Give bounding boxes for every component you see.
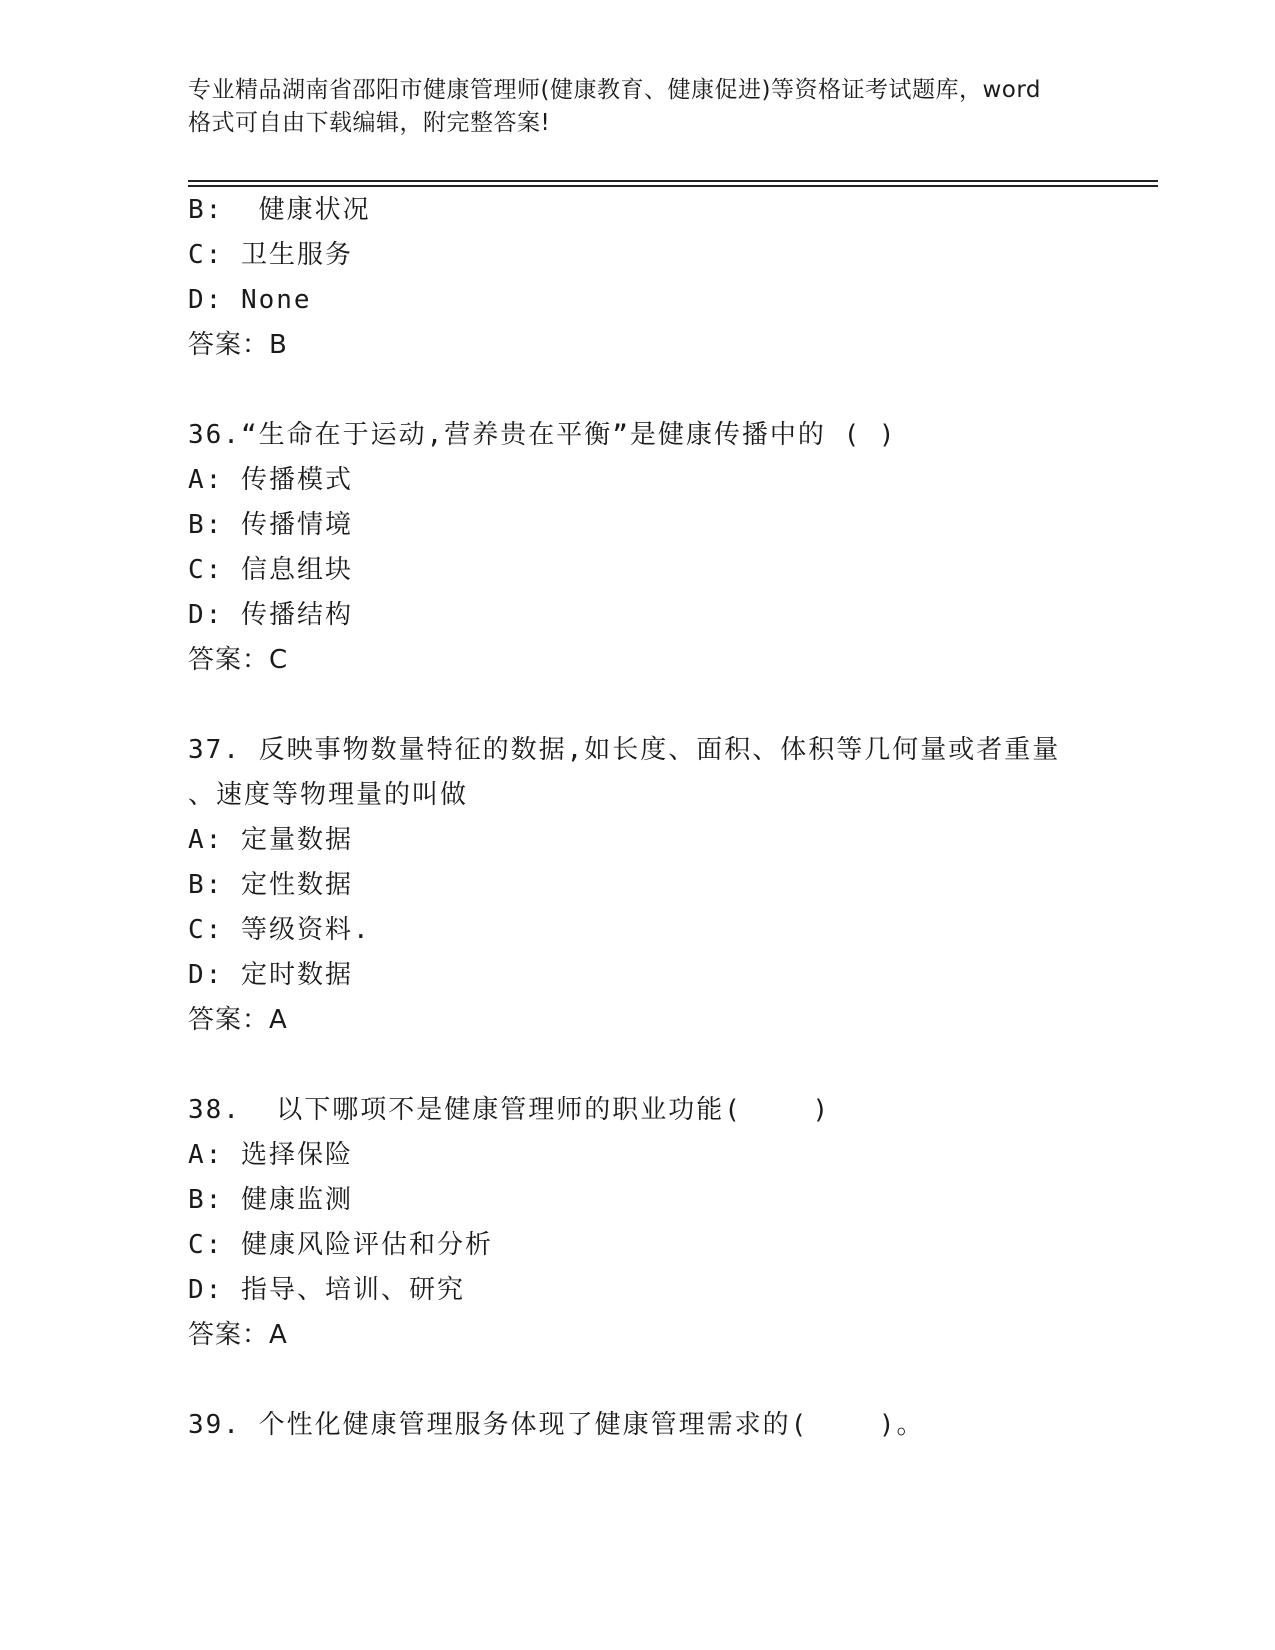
q38-option-d: D: 指导、培训、研究 — [188, 1275, 465, 1305]
q37-option-c: C: 等级资料. — [188, 915, 371, 945]
header-line-2: 格式可自由下载编辑，附完整答案! — [188, 110, 551, 136]
q35-option-b: B: 健康状况 — [188, 195, 371, 225]
q36-option-c: C: 信息组块 — [188, 555, 353, 585]
q37-stem-line-2: 、速度等物理量的叫做 — [188, 780, 469, 810]
q36-option-d: D: 传播结构 — [188, 600, 353, 630]
q36-option-b: B: 传播情境 — [188, 510, 353, 540]
q37-option-a: A: 定量数据 — [188, 825, 353, 855]
q35-option-c: C: 卫生服务 — [188, 240, 353, 270]
q37-answer: 答案：A — [188, 1005, 288, 1035]
q38-option-b: B: 健康监测 — [188, 1185, 353, 1215]
q38-answer: 答案：A — [188, 1320, 288, 1350]
document-header — [188, 74, 1098, 140]
q35-answer: 答案：B — [188, 330, 288, 360]
q37-option-b: B: 定性数据 — [188, 870, 353, 900]
q38-option-a: A: 选择保险 — [188, 1140, 353, 1170]
header-rule-top — [188, 180, 1158, 182]
header-line-1: 专业精品湖南省邵阳市健康管理师(健康教育、健康促进)等资格证考试题库，word — [188, 77, 1041, 103]
q37-stem-line-1: 37. 反映事物数量特征的数据,如长度、面积、体积等几何量或者重量 — [188, 735, 1061, 765]
q39-stem: 39. 个性化健康管理服务体现了健康管理需求的( )。 — [188, 1410, 925, 1440]
header-rule-bottom — [188, 185, 1158, 187]
q36-answer: 答案：C — [188, 645, 289, 675]
q38-stem: 38. 以下哪项不是健康管理师的职业功能( ) — [188, 1095, 831, 1125]
q35-option-d: D: None — [188, 285, 312, 315]
q37-option-d: D: 定时数据 — [188, 960, 353, 990]
q36-option-a: A: 传播模式 — [188, 465, 353, 495]
q36-stem: 36.“生命在于运动,营养贵在平衡”是健康传播中的 ( ) — [188, 420, 897, 450]
q38-option-c: C: 健康风险评估和分析 — [188, 1230, 493, 1260]
